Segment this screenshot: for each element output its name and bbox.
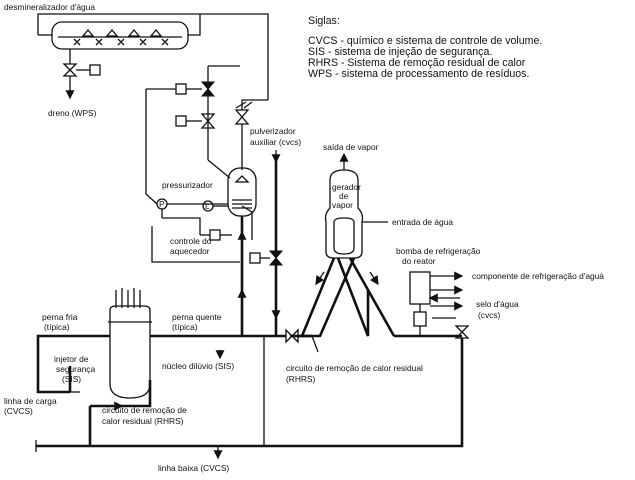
steam-generator-label: gerador [332,182,361,192]
rhr-circuit-right-label: (RHRS) [286,374,316,384]
core-diluvio-label: núcleo dilúvio (SIS) [162,361,235,371]
pressurizer-valves [146,66,301,178]
aux-sprayer-label: pulverizador [250,126,296,136]
controller-icon [210,230,220,240]
actuator-icon [250,253,260,263]
charging-line-label: (CVCS) [4,406,33,416]
valve-icon [270,251,282,265]
safety-injector-label: injetor de [54,354,89,364]
charging-line-label: linha de carga [4,396,57,406]
pump-label: bomba de refrigeração [396,246,481,256]
heater-icon [232,200,252,208]
legend-item: SIS - sistema de injeção de segurança. [308,46,493,58]
actuator-icon [176,116,186,126]
reactor-body [110,306,150,398]
hot-leg-label: perna quente [172,312,222,322]
low-line-label: linha baixa (CVCS) [158,463,230,473]
pump-seal [414,312,426,326]
steam-outlet-label: saída de vapor [323,142,379,152]
pump-label: do reator [402,256,436,266]
pump-motor [410,272,430,304]
level-sensor-label: L [205,201,210,211]
heater-control-label: aquecedor [170,246,210,256]
actuator-icon [90,65,100,75]
water-seal-label: (cvcs) [478,310,501,320]
steam-generator [290,142,453,336]
cooling-component-label: componente de refrigeração d'aguá [472,271,604,281]
demineralizer [4,2,268,118]
demineralizer-label: desmineralizador d'água [4,2,95,12]
rhr-circuit-right-label: circuito de remoção de calor residual [286,363,423,373]
control-rods [116,288,140,308]
cold-leg-label: (típica) [44,322,70,332]
legend-item: CVCS - químico e sistema de controle de volume. [308,35,543,47]
reactor-coolant-pump [394,246,604,338]
legend-title: Siglas: [308,15,340,27]
valve-icon [64,64,76,76]
rhr-circuit-left-label: calor residual (RHRS) [102,416,184,426]
actuator-icon [176,84,186,94]
pressurizer-label: pressurizador [162,180,213,190]
pressurizer [146,150,282,336]
rhr-circuit-left-label: circuito de remoção de [102,405,187,415]
main-piping [36,330,462,458]
safety-injector-label: segurança [56,364,96,374]
legend [308,15,542,80]
hot-leg-label: (típica) [172,322,198,332]
pressure-sensor-label: P [159,199,165,209]
heater-control-label: controle do [170,236,212,246]
spray-icon [236,176,248,182]
bottom-labels [4,354,423,473]
cold-leg-label: perna fria [42,312,78,322]
water-inlet-label: entrada de água [392,217,454,227]
steam-generator-label: vapor [332,200,353,210]
legend-item: RHRS - Sistema de remoção residual de calor [308,57,526,69]
drain-label: dreno (WPS) [48,108,97,118]
aux-sprayer-label: auxiliar (cvcs) [250,137,302,147]
water-seal-label: selo d'água [476,299,519,309]
safety-injector-label: (SIS) [62,374,82,384]
legend-item: WPS - sistema de processamento de resíduos. [308,68,530,80]
steam-generator-label: de [339,191,349,201]
valve-icon [236,110,248,124]
